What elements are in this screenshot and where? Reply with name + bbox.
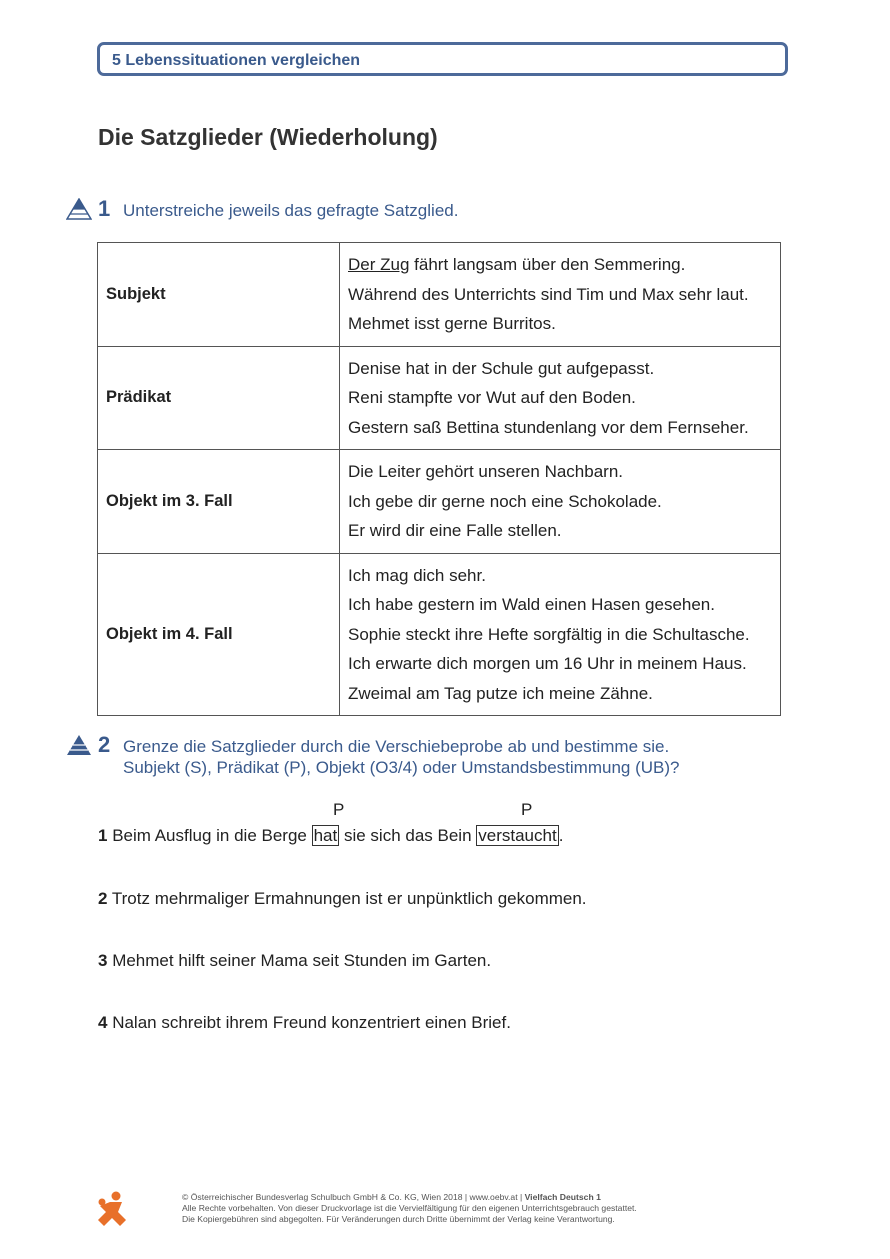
table-row (98, 243, 781, 347)
sentence: Ich habe gestern im Wald einen Hasen gesehen. (348, 595, 715, 614)
item-text: Trotz mehrmaliger Ermahnungen ist er unpünktlich gekommen. (107, 889, 587, 908)
exercise-item (98, 889, 587, 909)
sentence: Sophie steckt ihre Hefte sorgfältig in die Schultasche. (348, 624, 750, 644)
footer-copyright: © Österreichischer Bundesverlag Schulbuch GmbH & Co. KG, Wien 2018 | www.oebv.at | (182, 1192, 525, 1202)
footer-disclaimer: Die Kopiergebühren sind abgegolten. Für Veränderungen durch Dritte übernimmt der Verlag keine Verantwortung. (182, 1214, 615, 1224)
triangle-level-2-icon (66, 734, 92, 756)
sentence-cell (340, 553, 781, 716)
item-number: 1 (98, 826, 108, 845)
sentence-part: Beim Ausflug in die Berge (107, 826, 312, 845)
row-label: Subjekt (98, 243, 340, 347)
row-label: Prädikat (98, 346, 340, 450)
triangle-level-1-icon (66, 198, 92, 220)
item-text: Mehmet hilft seiner Mama seit Stunden im Garten. (107, 951, 492, 970)
predicate-mark: P (333, 800, 345, 819)
row-label: Objekt im 4. Fall (98, 553, 340, 716)
chapter-title: 5 Lebenssituationen vergleichen (112, 52, 361, 69)
task-1-instruction: Unterstreiche jeweils das gefragte Satzglied. (123, 201, 459, 220)
page-title: Die Satzglieder (Wiederholung) (98, 124, 438, 150)
predicate-mark: P (521, 800, 533, 819)
sentence: Denise hat in der Schule gut aufgepasst. (348, 358, 655, 378)
sentence: Zweimal am Tag putze ich meine Zähne. (348, 683, 653, 703)
sentence-cell (340, 450, 781, 554)
footer-rights: Alle Rechte vorbehalten. Von dieser Druckvorlage ist die Vervielfältigung für den eigenen Unterrichtsgebrauch gestattet. (182, 1203, 637, 1213)
sentence-part: . (558, 826, 564, 845)
satzglieder-table (97, 242, 781, 716)
item-text: Nalan schreibt ihrem Freund konzentriert einen Brief. (107, 1013, 511, 1032)
task-2-instruction-line-1: Grenze die Satzglieder durch die Verschiebeprobe ab und bestimme sie. (123, 737, 670, 756)
sentence: Die Leiter gehört unseren Nachbarn. (348, 462, 623, 481)
sentence: Gestern saß Bettina stundenlang vor dem Fernseher. (348, 417, 749, 437)
task-1-number: 1 (98, 196, 111, 221)
item-number: 4 (98, 1013, 108, 1032)
task-2-instruction-line-2: Subjekt (S), Prädikat (P), Objekt (O3/4) oder Umstandsbestimmung (UB)? (123, 758, 680, 777)
sentence-cell (340, 346, 781, 450)
publisher-logo-icon (96, 1190, 132, 1228)
chapter-header (97, 42, 788, 76)
sentence: Ich gebe dir gerne noch eine Schokolade. (348, 491, 662, 511)
item-number: 2 (98, 889, 108, 908)
exercise-item (98, 951, 491, 971)
example-sentence (98, 826, 563, 846)
table-row (98, 553, 781, 716)
table-row (98, 450, 781, 554)
exercise-item (98, 1013, 511, 1033)
task-2-number: 2 (98, 732, 111, 757)
sentence: Ich erwarte dich morgen um 16 Uhr in meinem Haus. (348, 654, 747, 673)
sentence: Während des Unterrichts sind Tim und Max sehr laut. (348, 284, 749, 304)
sentence: Ich mag dich sehr. (348, 565, 486, 585)
row-label: Objekt im 3. Fall (98, 450, 340, 554)
sentence: Er wird dir eine Falle stellen. (348, 521, 562, 540)
sentence-rest: fährt langsam über den Semmering. (409, 255, 686, 274)
copyright-footer (182, 1192, 637, 1225)
boxed-predicate: verstaucht (478, 826, 557, 845)
sentence: Reni stampfte vor Wut auf den Boden. (348, 388, 636, 407)
underlined-subject: Der Zug (348, 255, 410, 274)
sentence: Mehmet isst gerne Burritos. (348, 314, 556, 333)
table-row (98, 346, 781, 450)
sentence-cell (340, 243, 781, 347)
boxed-predicate: hat (313, 826, 338, 845)
footer-book-title: Vielfach Deutsch 1 (524, 1192, 601, 1202)
item-number: 3 (98, 951, 108, 970)
sentence-part: sie sich das Bein (339, 826, 477, 845)
sentence (348, 250, 772, 280)
